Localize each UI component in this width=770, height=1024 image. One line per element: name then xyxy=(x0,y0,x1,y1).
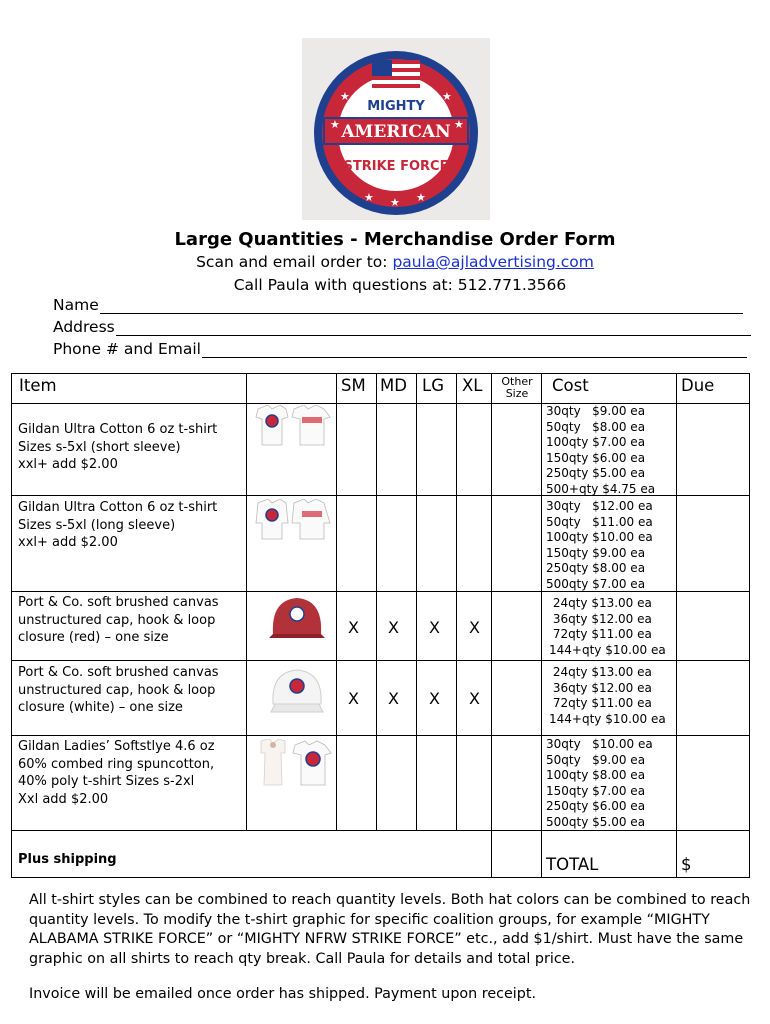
svg-text:★: ★ xyxy=(454,118,464,131)
item-description: Port & Co. soft brushed canvas unstructured cap, hook & loop closure (red) – one size xyxy=(18,595,219,645)
email-prefix: Scan and email order to: xyxy=(196,253,393,271)
logo-middle-text: AMERICAN xyxy=(341,122,451,142)
phone-line: Call Paula with questions at: 512.771.3566 xyxy=(233,276,567,294)
phone-email-field[interactable] xyxy=(53,340,747,358)
size-xl-mark: X xyxy=(469,689,480,708)
tshirt-short-sleeve-thumbnail xyxy=(254,405,336,447)
address-input-line[interactable] xyxy=(116,320,751,336)
svg-text:★: ★ xyxy=(364,191,374,204)
cost-tiers: 24qty $13.00 ea 36qty $12.00 ea 72qty $11.00 ea 144+qty $10.00 ea xyxy=(549,596,666,657)
cost-tiers: 30qty $10.00 ea 50qty $9.00 ea 100qty $8.00 ea 150qty $7.00 ea 250qty $6.00 ea 500qty $5.00 ea xyxy=(546,737,653,829)
header-cost: Cost xyxy=(552,376,589,395)
svg-text:★: ★ xyxy=(340,90,350,103)
address-field[interactable] xyxy=(53,318,751,336)
email-instruction xyxy=(0,253,770,271)
header-sm: SM xyxy=(341,376,366,395)
email-link[interactable]: paula@ajladvertising.com xyxy=(392,253,594,271)
name-label: Name xyxy=(53,296,99,314)
combination-note: All t-shirt styles can be combined to reach quantity levels. Both hat colors can be combined to reach quantity levels. To modify the t-shirt graphic for specific coalition groups, for example “MIGHTY ALABAMA STRIKE FORCE” or “MIGHTY NFRW STRIKE FORCE” etc., add $1/shirt. Must have the same graphic on all shirts to reach qty break. Call Paula for details and total price. xyxy=(29,892,751,967)
header-lg: LG xyxy=(422,376,444,395)
ladies-tshirt-thumbnail xyxy=(255,739,335,789)
total-due-value[interactable]: $ xyxy=(681,855,692,874)
logo-bottom-text: STRIKE FORCE xyxy=(343,159,449,174)
logo-top-text: MIGHTY xyxy=(367,99,425,114)
order-table xyxy=(11,373,750,878)
phone-email-label: Phone # and Email xyxy=(53,340,201,358)
svg-text:★: ★ xyxy=(390,196,400,209)
name-field[interactable] xyxy=(53,296,743,314)
item-description: Gildan Ultra Cotton 6 oz t-shirt Sizes s-5xl (short sleeve) xxl+ add $2.00 xyxy=(18,422,218,472)
size-sm-mark: X xyxy=(348,689,359,708)
size-md-mark: X xyxy=(388,618,399,637)
name-input-line[interactable] xyxy=(100,298,743,314)
header-item: Item xyxy=(19,376,57,395)
cost-tiers: 30qty $12.00 ea 50qty $11.00 ea 100qty $10.00 ea 150qty $9.00 ea 250qty $8.00 ea 500qty $7.00 ea xyxy=(546,499,653,591)
size-lg-mark: X xyxy=(429,689,440,708)
page-title: Large Quantities - Merchandise Order Form xyxy=(174,229,616,250)
item-description: Gildan Ladies’ Softstlye 4.6 oz 60% combed ring spuncotton, 40% poly t-shirt Sizes s-2xl Xxl add $2.00 xyxy=(18,739,215,807)
svg-text:★: ★ xyxy=(416,191,426,204)
flag-icon xyxy=(372,60,420,90)
address-label: Address xyxy=(53,318,115,336)
shipping-label: Plus shipping xyxy=(18,852,117,867)
svg-text:★: ★ xyxy=(442,90,452,103)
size-xl-mark: X xyxy=(469,618,480,637)
white-cap-thumbnail xyxy=(267,666,327,716)
invoice-note: Invoice will be emailed once order has shipped. Payment upon receipt. xyxy=(29,986,536,1002)
header-other-size: Other Size xyxy=(501,375,533,400)
item-description: Gildan Ultra Cotton 6 oz t-shirt Sizes s-5xl (long sleeve) xxl+ add $2.00 xyxy=(18,500,218,550)
red-cap-thumbnail xyxy=(267,594,327,642)
cost-tiers: 24qty $13.00 ea 36qty $12.00 ea 72qty $11.00 ea 144+qty $10.00 ea xyxy=(549,665,666,726)
header-md: MD xyxy=(380,376,407,395)
size-sm-mark: X xyxy=(348,618,359,637)
total-label: TOTAL xyxy=(546,855,599,874)
svg-text:★: ★ xyxy=(330,118,340,131)
tshirt-long-sleeve-thumbnail xyxy=(254,499,336,541)
phone-email-input-line[interactable] xyxy=(202,342,747,358)
size-md-mark: X xyxy=(388,689,399,708)
cost-tiers: 30qty $9.00 ea 50qty $8.00 ea 100qty $7.00 ea 150qty $6.00 ea 250qty $5.00 ea 500+qty $4.75 ea xyxy=(546,404,656,496)
logo-graphic xyxy=(302,38,490,220)
size-lg-mark: X xyxy=(429,618,440,637)
mighty-american-strike-force-logo xyxy=(302,38,490,220)
header-xl: XL xyxy=(462,376,483,395)
header-due: Due xyxy=(681,376,715,395)
item-description: Port & Co. soft brushed canvas unstructured cap, hook & loop closure (white) – one size xyxy=(18,665,219,715)
